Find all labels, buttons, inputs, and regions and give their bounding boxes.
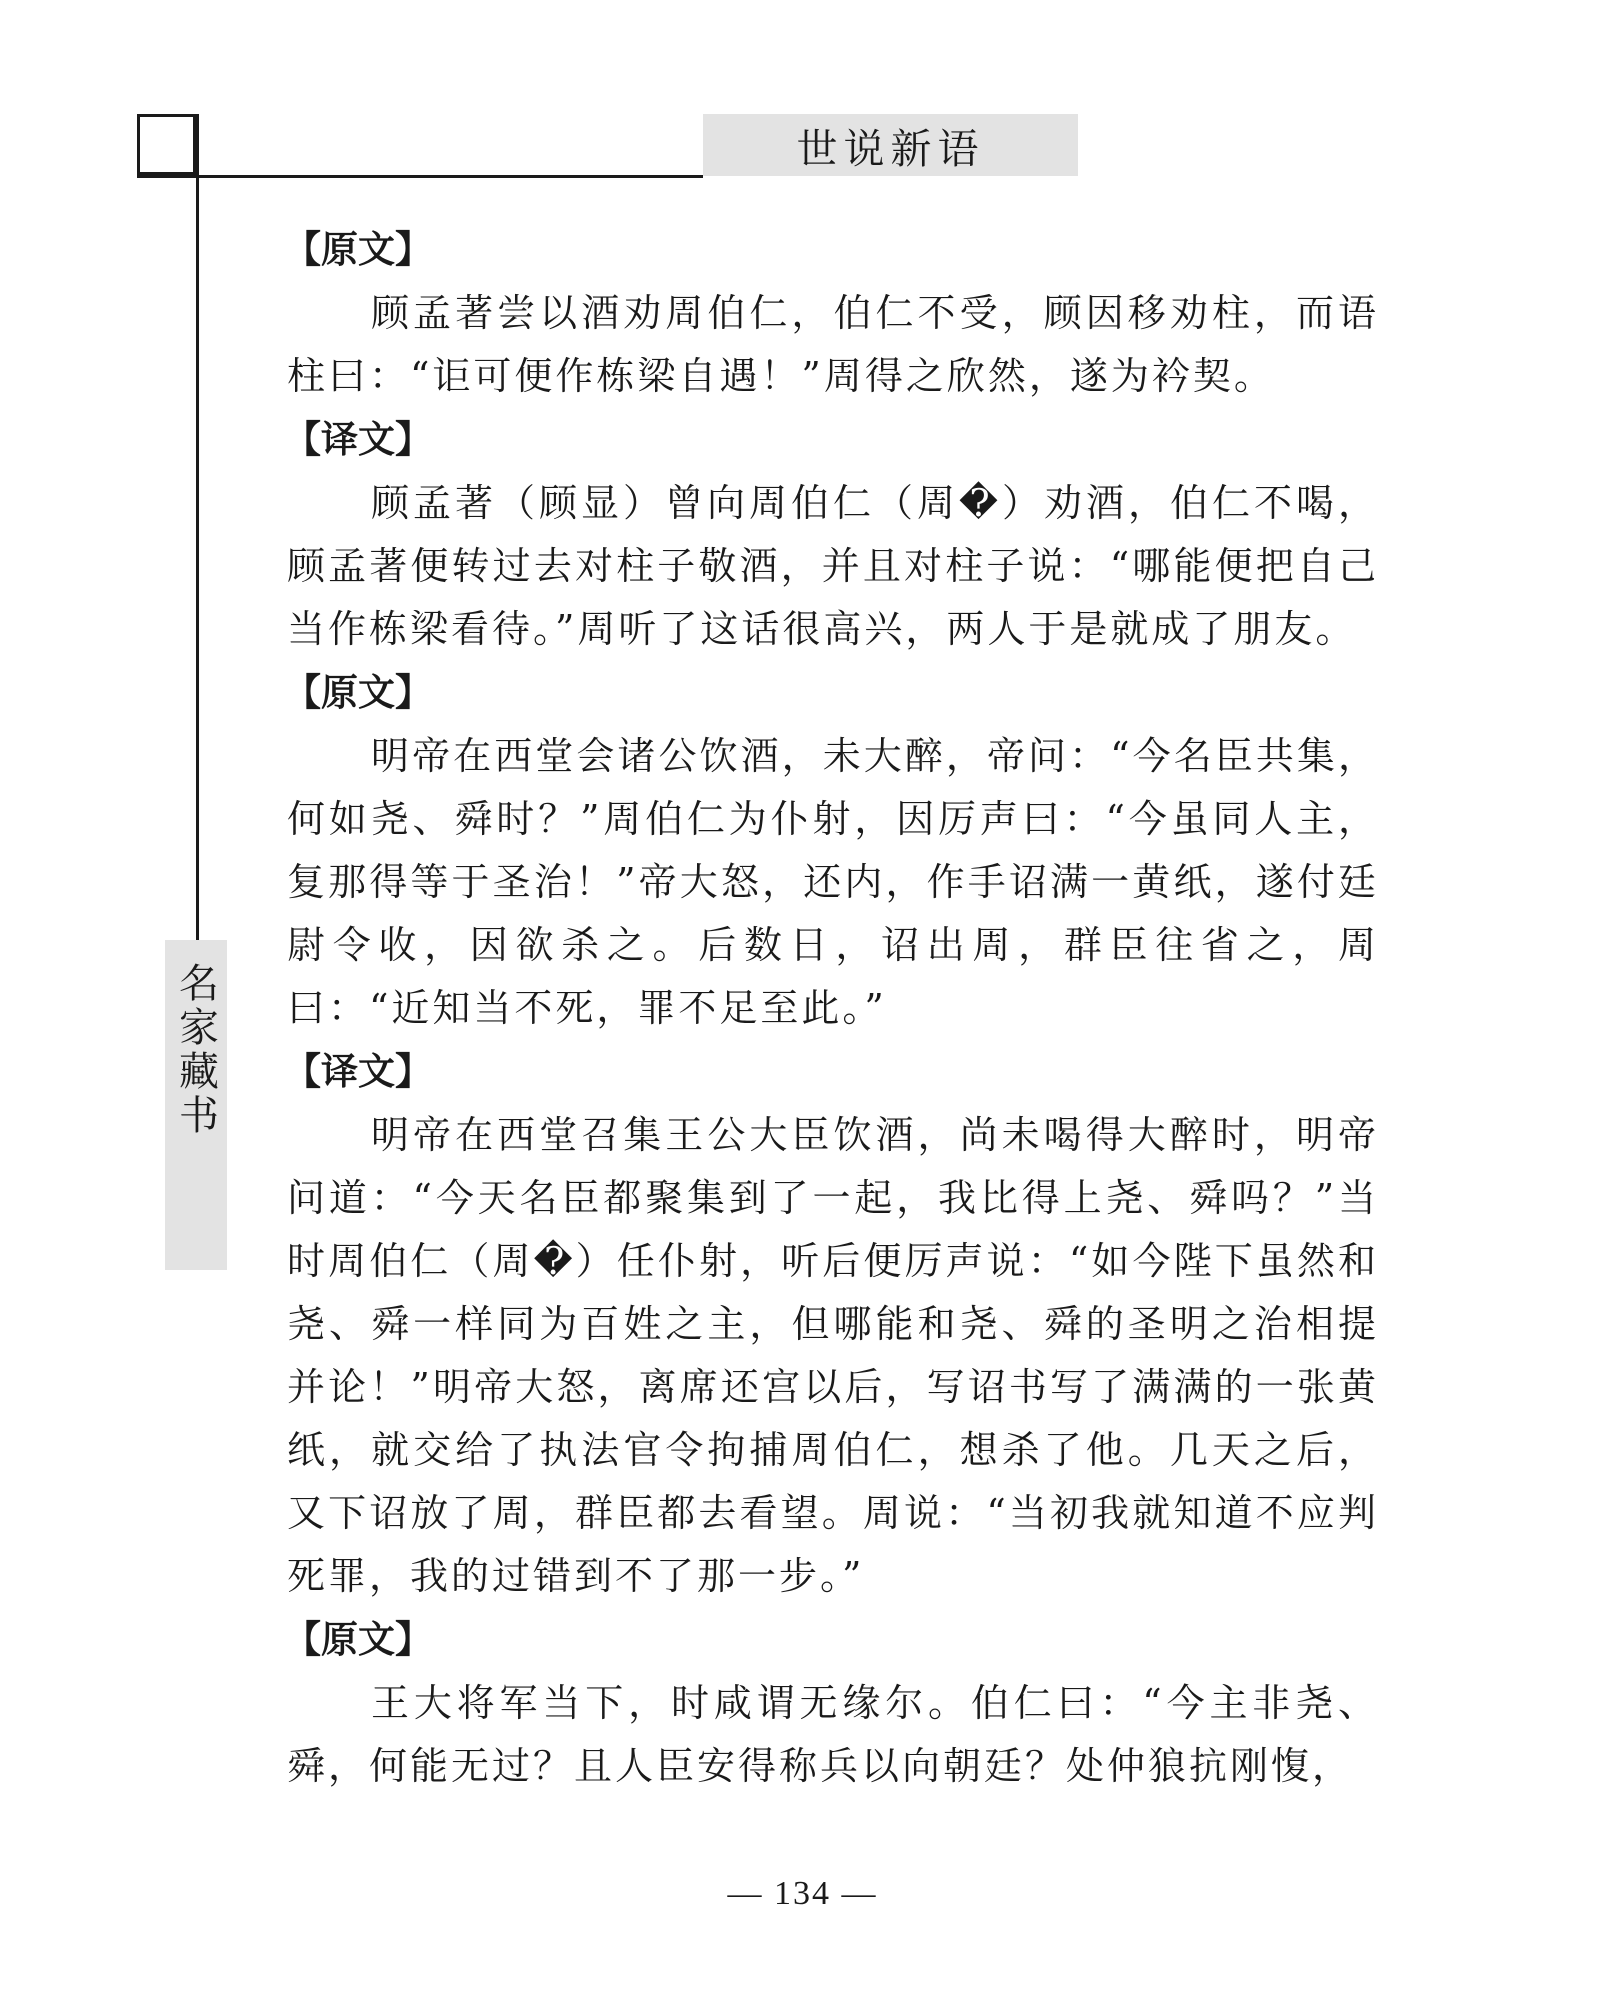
corner-frame-box — [137, 114, 196, 175]
section-label: 【译文】 — [284, 1050, 432, 1093]
section-paragraph: 王大将军当下，时咸谓无缘尔。伯仁曰：“今主非尧、舜，何能无过？且人臣安得称兵以向朝廷？处仲狼抗刚愎， — [287, 1681, 1379, 1788]
book-title: 世说新语 — [796, 124, 985, 173]
section-paragraph: 顾孟著尝以酒劝周伯仁，伯仁不受，顾因移劝柱，而语柱曰：“讵可便作栋梁自遇！”周得之欣然，遂为衿契。 — [287, 291, 1379, 398]
header-rule — [137, 175, 703, 178]
section-paragraph: 明帝在西堂召集王公大臣饮酒，尚未喝得大醉时，明帝问道：“今天名臣都聚集到了一起，我比得上尧、舜吗？”当时周伯仁（周�）任仆射，听后便厉声说：“如今陛下虽然和尧、舜一样同为百姓之主，但哪能和尧、舜的圣明之治相提并论！”明帝大怒，离席还宫以后，写诏书写了满满的一张黄纸，就交给了执法官令拘捕周伯仁，想杀了他。几天之后，又下诏放了周，群臣都去看望。周说：“当初我就知道不应判死罪，我的过错到不了那一步。” — [287, 1113, 1379, 1598]
section-paragraph: 顾孟著（顾显）曾向周伯仁（周�）劝酒，伯仁不喝，顾孟著便转过去对柱子敬酒，并且对柱子说：“哪能便把自己当作栋梁看待。”周听了这话很高兴，两人于是就成了朋友。 — [287, 481, 1379, 651]
section-label: 【原文】 — [284, 1618, 432, 1661]
section-label: 【原文】 — [284, 671, 432, 714]
section-paragraph: 明帝在西堂会诸公饮酒，未大醉，帝问：“今名臣共集，何如尧、舜时？”周伯仁为仆射，因厉声曰：“今虽同人主，复那得等于圣治！”帝大怒，还内，作手诏满一黄纸，遂付廷尉令收，因欲杀之。后数日，诏出周，群臣往省之，周曰：“近知当不死，罪不足至此。” — [287, 734, 1379, 1030]
section-label: 【译文】 — [284, 418, 432, 461]
section — [284, 1040, 1379, 1608]
section — [284, 1608, 1379, 1798]
series-name: 名家藏书 — [172, 962, 219, 1138]
section-label: 【原文】 — [284, 228, 432, 271]
running-header — [703, 114, 1078, 176]
section — [284, 218, 1379, 408]
side-tab — [165, 940, 227, 1270]
margin-rule — [196, 114, 199, 942]
section — [284, 408, 1379, 661]
page-number: — 134 — — [727, 1875, 878, 1912]
section — [284, 661, 1379, 1040]
page-body — [284, 218, 1379, 1798]
